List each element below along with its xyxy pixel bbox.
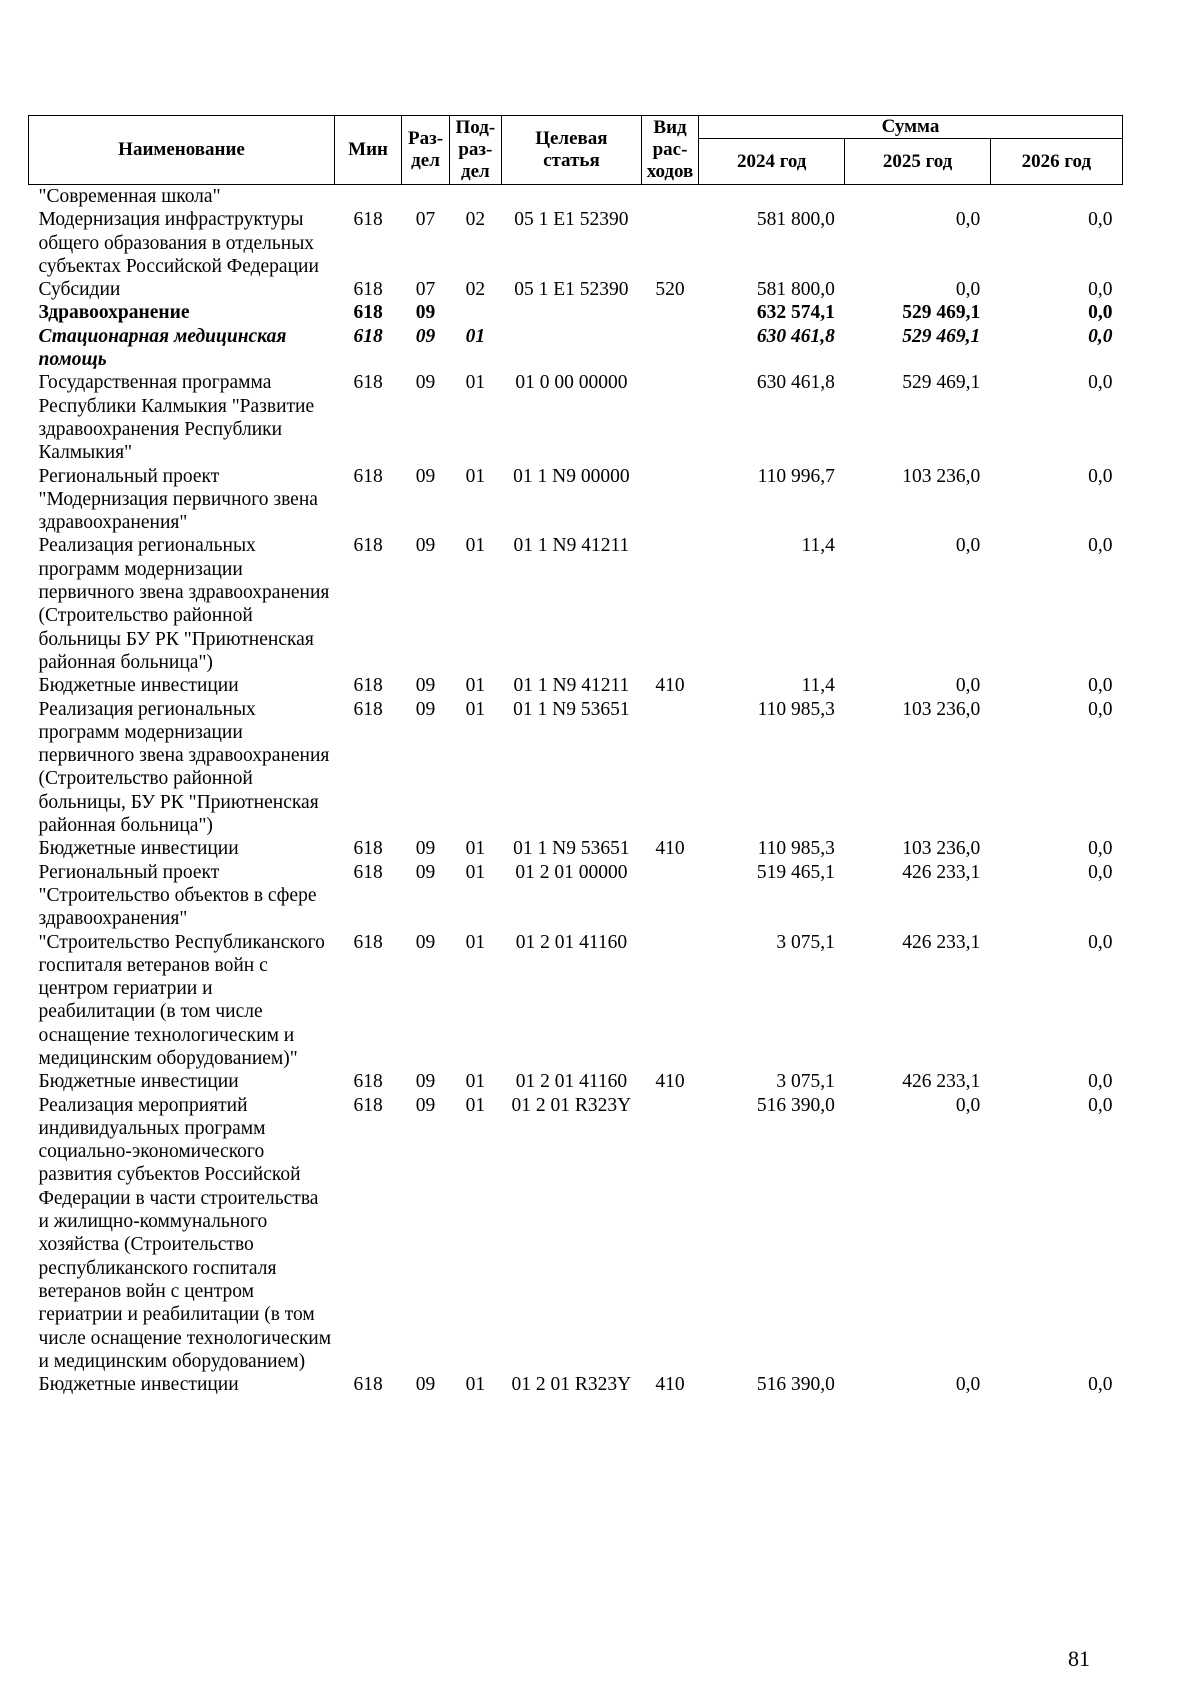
cell-tselevaya: 01 1 N9 53651 [513,838,630,860]
table-row [29,837,1123,860]
cell-vid [642,325,699,372]
cell-podrazdel: 01 [465,698,486,720]
cell-name: Стационарная медицинская помощь [38,325,287,371]
cell-y2024: 516 390,0 [756,1094,835,1116]
cell-y2026: 0,0 [1088,838,1113,860]
cell-y2024: 581 800,0 [756,209,835,231]
cell-name: Модернизация инфраструктуры общего образования в отдельных субъектах Российской Федерации [38,209,319,277]
cell-y2025: 0,0 [955,535,981,557]
table-row [29,1094,1123,1374]
cell-y2024: 110 985,3 [757,838,835,860]
cell-podrazdel [449,301,501,324]
cell-min [335,185,402,209]
cell-y2025: 0,0 [955,1094,981,1116]
cell-y2026: 0,0 [1088,302,1113,324]
cell-min: 618 [353,1094,383,1116]
cell-min: 618 [353,1071,383,1093]
cell-vid: 410 [655,1374,685,1396]
cell-razdel: 09 [415,675,436,697]
cell-name: Бюджетные инвестиции [38,1374,239,1396]
table-row [29,1373,1123,1396]
table-row [29,208,1123,278]
cell-razdel: 09 [415,372,436,394]
cell-y2025: 0,0 [955,675,981,697]
cell-y2026: 0,0 [1088,535,1113,557]
cell-podrazdel: 01 [465,325,486,347]
cell-min: 618 [353,535,383,557]
cell-razdel: 09 [415,1374,436,1396]
cell-y2026: 0,0 [1088,1071,1113,1093]
cell-tselevaya: 01 1 N9 41211 [513,675,630,697]
cell-tselevaya [501,325,641,372]
cell-y2026: 0,0 [1088,1374,1113,1396]
cell-vid [642,534,699,674]
cell-tselevaya: 01 1 N9 41211 [513,535,630,557]
cell-y2026: 0,0 [1088,698,1113,720]
cell-name: Субсидии [38,279,121,301]
cell-podrazdel [449,185,501,209]
header-razdel: Раз- дел [402,116,450,185]
cell-y2025: 0,0 [955,1374,981,1396]
cell-tselevaya: 01 1 N9 00000 [513,465,630,487]
cell-vid: 410 [655,1071,685,1093]
cell-name: Бюджетные инвестиции [38,838,239,860]
header-min: Мин [335,116,402,185]
cell-podrazdel: 01 [465,535,486,557]
cell-y2026 [990,185,1122,209]
header-2026: 2026 год [990,139,1122,185]
cell-tselevaya: 01 0 00 00000 [515,372,628,394]
table-row [29,861,1123,931]
cell-razdel: 09 [415,861,436,883]
cell-y2024: 516 390,0 [756,1374,835,1396]
header-vid: Вид рас- ходов [642,116,699,185]
cell-y2024: 11,4 [801,535,835,557]
cell-y2025: 103 236,0 [902,698,981,720]
cell-razdel [402,185,450,209]
cell-tselevaya: 01 1 N9 53651 [513,698,630,720]
cell-vid [642,698,699,838]
cell-name: Региональный проект "Строительство объектов в сфере здравоохранения" [38,861,317,930]
cell-vid: 410 [655,675,685,697]
cell-razdel: 07 [415,209,436,231]
cell-y2026: 0,0 [1088,931,1113,953]
cell-podrazdel: 01 [465,838,486,860]
cell-podrazdel: 01 [465,1071,486,1093]
cell-razdel: 09 [415,1071,436,1093]
header-podrazdel: Под- раз- дел [449,116,501,185]
cell-name: "Строительство Республиканского госпиталя ветеранов войн с центром гериатрии и реабилитации (в том числе оснащение технологическим и медицинским оборудованием)" [38,931,325,1069]
cell-y2025: 103 236,0 [902,465,981,487]
cell-name: Региональный проект "Модернизация первичного звена здравоохранения" [38,465,318,534]
header-2024: 2024 год [698,139,844,185]
cell-podrazdel: 01 [465,931,486,953]
cell-min: 618 [353,1374,383,1396]
cell-podrazdel: 02 [465,209,486,231]
cell-podrazdel: 01 [465,372,486,394]
table-header [29,116,1123,185]
table-row [29,325,1123,372]
cell-podrazdel: 01 [465,675,486,697]
cell-vid [642,208,699,278]
cell-y2025: 0,0 [955,209,981,231]
cell-min: 618 [353,465,383,487]
cell-y2025: 426 233,1 [902,931,981,953]
cell-tselevaya: 01 2 01 R323Y [511,1094,632,1116]
cell-vid [642,185,699,209]
header-tselevaya: Целевая статья [501,116,641,185]
table-body [29,185,1123,1397]
cell-min: 618 [353,325,383,347]
cell-y2026: 0,0 [1088,465,1113,487]
cell-min: 618 [353,931,383,953]
cell-vid [642,861,699,931]
page-number: 81 [1068,1646,1090,1671]
cell-y2024: 11,4 [801,675,835,697]
table-row [29,278,1123,301]
cell-y2024: 3 075,1 [776,1071,835,1093]
cell-vid [642,371,699,464]
cell-min: 618 [353,698,383,720]
table-row [29,674,1123,697]
cell-y2026: 0,0 [1088,279,1113,301]
cell-y2025: 529 469,1 [902,302,981,324]
cell-y2025: 529 469,1 [902,372,981,394]
cell-min: 618 [353,372,383,394]
cell-name: Бюджетные инвестиции [38,675,239,697]
cell-y2024: 630 461,8 [756,372,835,394]
cell-min: 618 [353,279,383,301]
cell-razdel: 09 [415,1094,436,1116]
cell-y2026: 0,0 [1088,209,1113,231]
cell-razdel: 09 [415,302,436,324]
cell-min: 618 [353,209,383,231]
cell-razdel: 07 [415,279,436,301]
cell-min: 618 [353,675,383,697]
cell-y2025 [845,185,990,209]
table-row [29,301,1123,324]
cell-vid [642,1094,699,1374]
cell-y2025: 426 233,1 [902,1071,981,1093]
cell-tselevaya: 01 2 01 R323Y [511,1374,632,1396]
table-row [29,534,1123,674]
cell-vid [642,931,699,1071]
cell-tselevaya: 05 1 E1 52390 [514,279,629,301]
cell-tselevaya [501,301,641,324]
header-2025: 2025 год [845,139,990,185]
cell-tselevaya [501,185,641,209]
cell-y2024: 581 800,0 [756,279,835,301]
cell-y2024: 519 465,1 [756,861,835,883]
cell-y2024: 632 574,1 [756,302,835,324]
header-name: Наименование [29,116,335,185]
cell-razdel: 09 [415,698,436,720]
cell-y2024: 110 985,3 [757,698,835,720]
cell-razdel: 09 [415,465,436,487]
cell-name: Реализация региональных программ модернизации первичного звена здравоохранения (Строительство районной больницы, БУ РК "Приютненская районная больница") [38,698,330,837]
cell-min: 618 [353,861,383,883]
cell-name: Здравоохранение [38,302,190,324]
cell-tselevaya: 01 2 01 41160 [515,1071,628,1093]
cell-vid: 520 [655,279,685,301]
cell-razdel: 09 [415,325,436,347]
cell-y2025: 103 236,0 [902,838,981,860]
cell-podrazdel: 01 [465,465,486,487]
cell-y2026: 0,0 [1088,861,1113,883]
cell-y2024: 110 996,7 [757,465,835,487]
cell-tselevaya: 01 2 01 41160 [515,931,628,953]
cell-razdel: 09 [415,931,436,953]
cell-vid [642,301,699,324]
cell-y2026: 0,0 [1088,372,1113,394]
cell-y2025: 426 233,1 [902,861,981,883]
cell-razdel: 09 [415,838,436,860]
cell-name: Бюджетные инвестиции [38,1071,239,1093]
cell-min: 618 [353,302,383,324]
cell-tselevaya: 01 2 01 00000 [515,861,628,883]
cell-min: 618 [353,838,383,860]
cell-name: Реализация мероприятий индивидуальных программ социально-экономического развития субъектов Российской Федерации в части строительства и жилищно-коммунального хозяйства (Строительство республиканского госпиталя ветеранов войн с центром гериатрии и реабилитации (в том числе оснащение технологическим и медицинским оборудованием) [38,1094,332,1372]
cell-y2024: 3 075,1 [776,931,835,953]
budget-table [28,115,1123,1396]
table-row [29,465,1123,535]
cell-podrazdel: 02 [465,279,486,301]
table-row [29,371,1123,464]
cell-y2025: 0,0 [955,279,981,301]
cell-y2025: 529 469,1 [902,325,981,347]
cell-name: "Современная школа" [38,186,221,207]
cell-y2026: 0,0 [1088,675,1113,697]
cell-y2024 [698,185,844,209]
cell-razdel: 09 [415,535,436,557]
table-row [29,931,1123,1071]
cell-podrazdel: 01 [465,1374,486,1396]
cell-tselevaya: 05 1 E1 52390 [514,209,629,231]
cell-y2026: 0,0 [1088,325,1113,347]
cell-name: Государственная программа Республики Калмыкия "Развитие здравоохранения Республики Калмыкия" [38,372,315,464]
cell-y2024: 630 461,8 [756,325,835,347]
header-summa: Сумма [698,116,1122,139]
cell-vid: 410 [655,838,685,860]
cell-name: Реализация региональных программ модернизации первичного звена здравоохранения (Строительство районной больницы БУ РК "Приютненская районная больница") [38,535,330,673]
cell-podrazdel: 01 [465,861,486,883]
cell-y2026: 0,0 [1088,1094,1113,1116]
cell-podrazdel: 01 [465,1094,486,1116]
table-row [29,698,1123,838]
cell-vid [642,465,699,535]
table-row [29,185,1123,209]
table-row [29,1070,1123,1093]
